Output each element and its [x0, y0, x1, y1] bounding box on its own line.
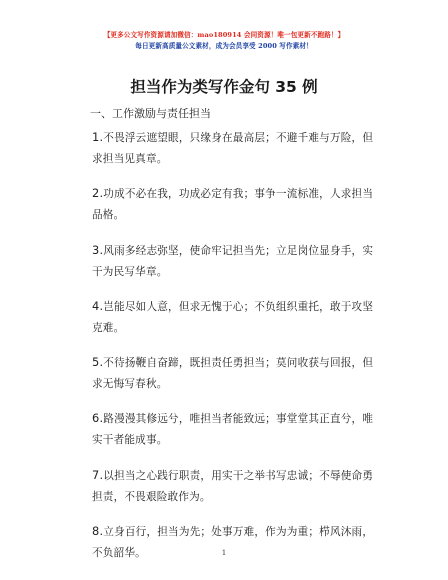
quote-number: 1. [92, 130, 104, 144]
document-title: 担当作为类写作金句 35 例 [130, 78, 318, 96]
page-number: 1 [221, 548, 227, 557]
quote-item [92, 296, 380, 339]
quote-text: 不待扬鞭自奋蹄，既担责任勇担当；莫问收获与回报，但求无悔写春秋。 [92, 357, 374, 391]
quote-text: 路漫漫其修远兮，唯担当者能致远；事堂堂其正直兮，唯实干者能成事。 [92, 413, 374, 447]
quote-item [92, 521, 380, 564]
quote-text: 风雨多经志弥坚，使命牢记担当先；立足岗位显身手，实干为民写华章。 [92, 244, 374, 278]
quote-text: 功成不必在我，功成必定有我；事争一流标准，人求担当品格。 [92, 188, 374, 222]
quote-number: 5. [92, 355, 104, 370]
quote-item [92, 127, 380, 170]
quote-number: 3. [92, 242, 104, 257]
quote-number: 7. [92, 467, 104, 482]
quote-item [92, 408, 380, 451]
quote-item [92, 352, 380, 395]
quote-item [92, 240, 380, 283]
quote-number: 6. [92, 411, 104, 426]
promo-notice-line-2: 每日更新高质量公文素材，成为会员享受 2000 写作素材！ [135, 42, 313, 50]
promo-notice-line-1: 【更多公文写作资源请加微信：mao180914 会同资源！唯一包更新不跑路！】 [103, 31, 345, 39]
quote-item [92, 465, 380, 508]
quote-number: 8. [92, 524, 104, 539]
quote-number: 2. [92, 186, 104, 201]
quote-text: 立身百行，担当为先；处事万难，作为为重；栉风沐雨，不负韶华。 [92, 526, 374, 560]
quote-item [92, 183, 380, 226]
quote-list [92, 127, 380, 577]
quote-text: 以担当之心践行职责，用实干之举书写忠诚；不辱使命勇担责，不畏艰险敢作为。 [92, 469, 374, 503]
quote-text: 不畏浮云遮望眼，只缘身在最高层；不避千难与万险，但求担当见真章。 [92, 132, 374, 165]
section-heading: 一、工作激励与责任担当 [90, 107, 211, 120]
quote-text: 岂能尽如人意，但求无愧于心；不负组织重托，敢于攻坚克难。 [92, 300, 374, 334]
quote-number: 4. [92, 298, 104, 313]
